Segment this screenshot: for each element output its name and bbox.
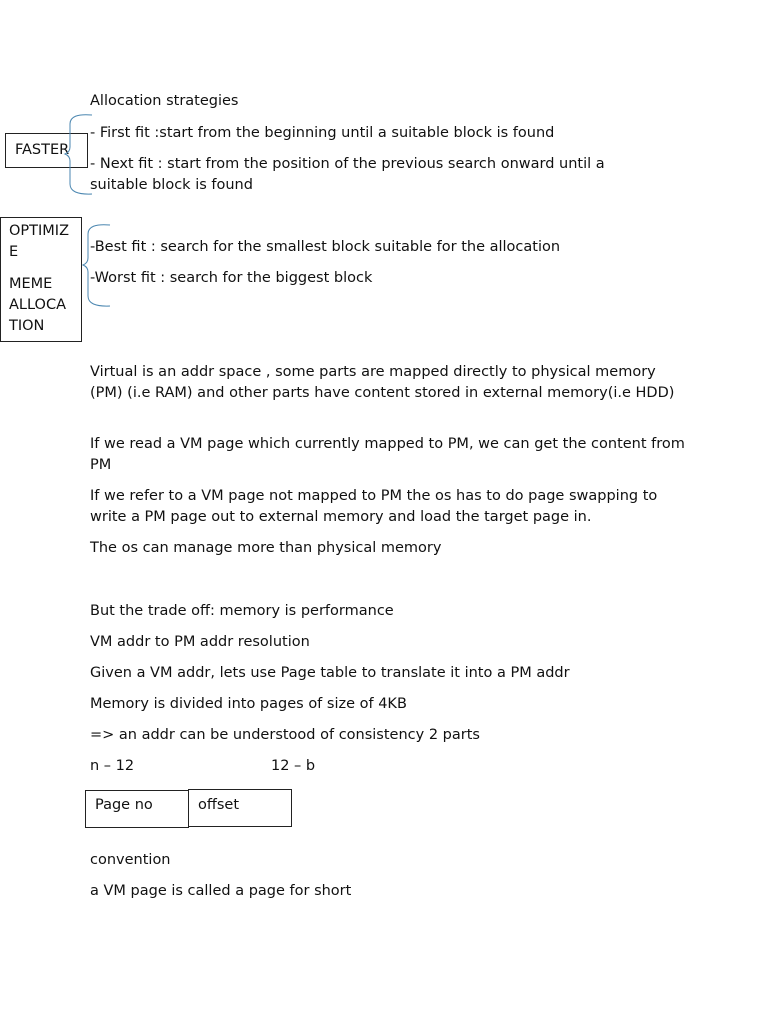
- optimize-brace: [80, 222, 112, 310]
- offset-label: offset: [198, 797, 240, 813]
- optimize-label-line: MEME: [9, 276, 53, 292]
- convention-text: a VM page is called a page for short: [90, 883, 352, 899]
- paragraph-read-page: If we read a VM page which currently mapped to PM, we can get the content from PM: [90, 436, 685, 473]
- optimize-label-line: TION: [9, 318, 45, 334]
- note-page-table: Given a VM addr, lets use Page table to translate it into a PM addr: [90, 665, 570, 681]
- note-trade-off: But the trade off: memory is performance: [90, 603, 394, 619]
- page-no-label: Page no: [95, 797, 153, 813]
- optimize-label-line: E: [9, 244, 19, 260]
- offset-field: [188, 789, 292, 827]
- note-resolution: VM addr to PM addr resolution: [90, 634, 310, 650]
- optimize-label-box: [0, 217, 82, 342]
- optimize-label-line: ALLOCA: [9, 297, 67, 313]
- optimize-label-line: OPTIMIZ: [9, 223, 70, 239]
- note-page-size: Memory is divided into pages of size of 4KB: [90, 696, 407, 712]
- note-two-parts: => an addr can be understood of consistency 2 parts: [90, 727, 480, 743]
- first-fit-item: - First fit :start from the beginning until a suitable block is found: [90, 125, 555, 141]
- paragraph-virtual-memory: Virtual is an addr space , some parts are mapped directly to physical memory (PM) (i.e RAM) and other parts have content stored in external memory(i.e HDD): [90, 364, 675, 401]
- next-fit-item-cont: suitable block is found: [90, 177, 253, 193]
- bit-range-page-no: n – 12: [90, 758, 135, 774]
- section-heading: Allocation strategies: [90, 93, 239, 109]
- best-fit-item: -Best fit : search for the smallest block suitable for the allocation: [90, 239, 561, 255]
- paragraph-manage-memory: The os can manage more than physical memory: [90, 540, 442, 556]
- faster-label: FASTER: [15, 142, 70, 158]
- next-fit-item: - Next fit : start from the position of the previous search onward until a: [90, 156, 605, 172]
- page-no-field: [85, 790, 189, 828]
- paragraph-page-swapping: If we refer to a VM page not mapped to PM the os has to do page swapping to write a PM page out to external memory and load the target page in.: [90, 488, 658, 525]
- worst-fit-item: -Worst fit : search for the biggest block: [90, 270, 373, 286]
- bit-range-offset: 12 – b: [271, 758, 316, 774]
- convention-title: convention: [90, 852, 171, 868]
